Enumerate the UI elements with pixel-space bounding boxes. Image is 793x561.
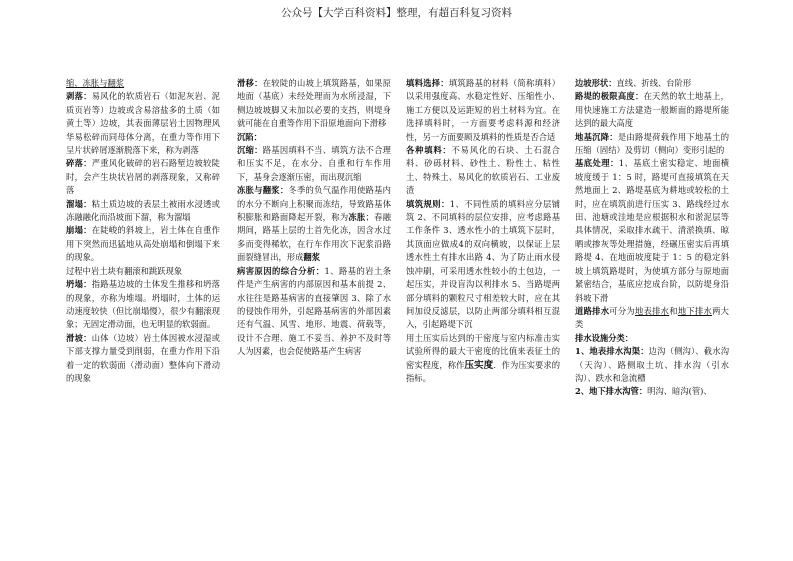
paragraph-liuta: 溜塌：粘土质边坡的表层土被雨水浸透或冻融融化而沿坡面下溜，称为溜塌 — [66, 198, 220, 223]
paragraph-bianpo-xingzhuang: 边坡形状：直线、折线、台阶形 — [575, 78, 692, 88]
term: 1、地表排水沟渠： — [575, 346, 649, 357]
paragraph-dongzhang: 冻胀与翻浆：冬季的负气温作用使路基内的水分不断向上积聚而冻结，导致路基体积膨胀和路面降起开裂，称为冻胀；春融期间，路基上层的土首先化冻，因含水过多而变得稀软，在行车作用次下泥浆沿路面裂缝冒出，形成翻浆 — [237, 185, 391, 263]
term: 沉缩： — [237, 145, 263, 156]
paragraph-dixia-paishui: 2、地下排水沟管：明沟、暗沟(管)、 — [575, 386, 712, 397]
paragraph-diji-chenjiang: 地基沉降：是由路堤荷载作用下地基土的压缩（固结）及剪切（侧向）变形引起的 — [575, 131, 729, 156]
paragraph-bengta: 崩塌：在陡峻的斜坡上，岩土体在自重作用下突然而迅猛地从高处崩塌和倒塌下来的现象。 — [66, 225, 220, 263]
term: 道路排水 — [575, 305, 610, 316]
paragraph-chenxian — [237, 131, 391, 144]
paragraph-tanta: 坍塌：指路基边坡的土体发生推移和坍落的现象，亦称为堆塌。坍塌时，土体的运动速度较快（但比崩塌慢），很少有翻滚现象；无固定滑动面，也无明显的软弱面。 — [66, 279, 220, 330]
paragraph-tianliao-xuanze: 填料选择：填筑路基的材料（简称填料）以采用强度高、水稳定性好、压缩性小、施工方便以及运距短的岩土材料为宜。在选择填料时，一方面要考虑料源和经济性，另一方面要顾及填料的性质是否合适 — [406, 78, 560, 142]
term: 填筑规则： — [406, 198, 450, 209]
paragraph-paishui-fenlei — [575, 332, 729, 345]
term: 坍塌： — [66, 279, 92, 290]
paragraph-gezhong-tianliao: 各种填料：不易风化的石块、土石混合料、砂砾材料、砂性土、粉性土、粘性土、特殊土、易风化的软质岩石、工业废渣 — [406, 145, 560, 196]
term: 滑坡： — [66, 332, 92, 343]
term: 2、地下排水沟管： — [575, 386, 648, 397]
term: 剥落： — [66, 91, 92, 102]
paragraph-suiluo: 碎落：严重风化破碎的岩石路堑边坡较陡时，会产生块状岩屑的剥落现象，又称碎落 — [66, 158, 220, 196]
term: 基底处理： — [575, 158, 619, 169]
paragraph-bengta-note: 过程中岩土块有翻滚和跳跃现象 — [66, 265, 183, 276]
term: 沉陷： — [237, 131, 262, 142]
column-4 — [575, 77, 729, 399]
paragraph-bolu: 剥落：易风化的软质岩石（如泥灰岩、泥质页岩等）边坡或含易溶盐多的土质（如黄土等）边坡，其表面薄层岩土因物理风华易松碎而同母体分离，在重力等作用下呈片状碎屑逐渐脱落下来，称为剥落 — [66, 91, 220, 156]
term: 冻胀与翻浆： — [237, 185, 289, 196]
paragraph-huapo: 滑坡：山体（边坡）岩土体因被水浸湿或下部支撑力量受到削弱，在重力作用下沿着一定的软弱面（滑动面）整体向下滑动的现象 — [66, 332, 220, 383]
paragraph-dibiao-paishui: 1、地表排水沟渠：边沟（侧沟）、截水沟（天沟）、路侧取土坑、排水沟（引水沟）、跌水和急流槽 — [575, 346, 729, 383]
term: 碎落： — [66, 158, 92, 169]
paragraph-yashidu: 用土压实后达到的干密度与室内标准击实试验所得的最大干密度的比值来表征土的密实程度，称作压实度．作为压实要求的指标。 — [406, 332, 560, 383]
paragraph-tianzhu-guize: 填筑规则：1、不同性质的填料应分层铺筑 2、不同填料的层位安排，应考虑路基工作条件 3、透水性小的土填筑下层时，其顶面应做成4的双向横坡，以保证上层透水性土有排水出路 4、为了防止雨水侵蚀冲刷，可采用透水性较小的土包边，一起压实，并设盲沟以利排水 5、当路堤两部分填料的颗粒尺寸相差较大时，应在其间加设反滤层，以防止两部分填料相互混入，引起路堤下沉 — [406, 198, 560, 330]
paragraph-chensuo: 沉缩：路基因填料不当、填筑方法不合理和压实不足，在水分、自重和行车作用下，基身会逐渐压密，而出现沉缩 — [237, 145, 391, 182]
page-header: 公众号【大学百科资料】整理，有超百科复习资料 — [281, 7, 512, 19]
column-2 — [237, 77, 391, 359]
column-3 — [406, 77, 560, 385]
term: 地基沉降： — [575, 131, 618, 142]
column-1 — [66, 77, 220, 385]
term: 溜塌： — [66, 198, 92, 209]
section-heading: 缩、冻胀与翻浆 — [66, 78, 125, 88]
term: 崩塌： — [66, 225, 92, 236]
term: 病害原因的综合分析： — [237, 265, 325, 276]
term: 填料选择： — [406, 78, 449, 88]
term: 边坡形状： — [575, 78, 617, 88]
paragraph-jixian-gaodu: 路堤的极限高度：在天然的软土地基上，用快速施工方法建造一般断面的路堤所能达到的最大高度 — [575, 91, 729, 129]
paragraph-daolu-paishui: 道路排水可分为地表排水和地下排水两大类 — [575, 305, 729, 330]
term: 路堤的极限高度： — [575, 91, 644, 102]
paragraph-bingyin: 病害原因的综合分析：1、路基的岩土条件是产生病害的内部原因和基本前提 2、水往往是路基病害的直接肇因 3、除了水的侵蚀作用外，引起路基病害的外部因素还有气温、风雪、地形、地震、荷载等，设计不合理、施工不妥当、养护不及时等人为因素，也会促使路基产生病害 — [237, 265, 391, 357]
term: 排水设施分类： — [575, 332, 634, 343]
term: 压实度 — [464, 359, 494, 371]
paragraph-jidi-chuli: 基底处理：1、基底土密实稳定、地面横坡度缓于 1：5 时，路堤可直接填筑在天然地面上 2、路堤基底为耕地或较松的土时，应在填筑前进行压实 3、路线经过水田、池塘或洼地是应根据积水和淤泥层等具体情况，采取排水疏干、清淤换填、晾晒或掺灰等处理措施，经碾压密实后再填路堤 4、在地面坡度陡于 1：5 的稳定斜坡上填筑路堤时，为使填方部分与原地面紧密结合，基底应挖成台阶，以防堤身沿斜坡下滑 — [575, 158, 729, 303]
term: 滑移： — [237, 78, 263, 88]
paragraph-huayi: 滑移：在较陡的山坡上填筑路基，如果原地面（基底）未经处理而为水所浸湿，下侧边坡坡脚又未加以必要的支挡，则堤身就可能在自重等作用下沿原地面向下滑移 — [237, 78, 391, 129]
term: 各种填料： — [406, 145, 452, 156]
